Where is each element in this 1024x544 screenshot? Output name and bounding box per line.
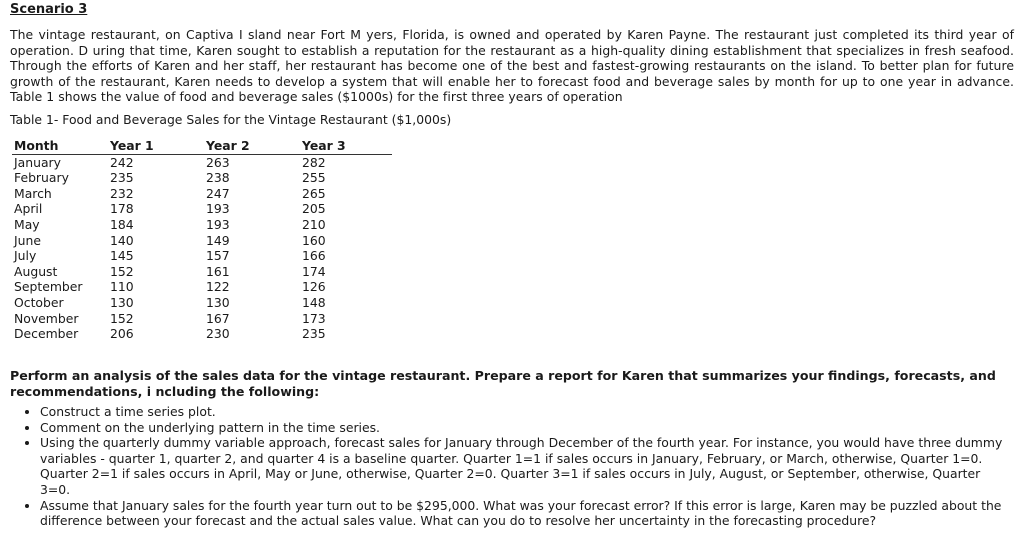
cell-year-1: 242 xyxy=(110,154,134,170)
cell-month: December xyxy=(14,326,79,342)
cell-month: August xyxy=(14,263,58,279)
cell-year-1: 130 xyxy=(110,294,134,310)
cell-year-3: 166 xyxy=(302,248,326,264)
cell-year-2: 230 xyxy=(206,326,230,342)
sales-table xyxy=(12,138,392,342)
cell-year-3: 173 xyxy=(302,310,326,326)
cell-year-3: 235 xyxy=(302,326,326,342)
cell-year-3: 174 xyxy=(302,263,326,279)
column-header-year-3: Year 3 xyxy=(300,138,392,154)
cell-year-2: 122 xyxy=(206,279,230,295)
cell-month: June xyxy=(14,232,41,248)
cell-year-2: 238 xyxy=(206,170,230,186)
cell-year-1: 152 xyxy=(110,263,134,279)
task-item: • Comment on the underlying pattern in the time series. xyxy=(40,420,1006,436)
cell-year-2: 167 xyxy=(206,310,230,326)
column-header-year-1: Year 1 xyxy=(108,138,204,154)
cell-year-2: 193 xyxy=(206,216,230,232)
cell-year-2: 263 xyxy=(206,154,230,170)
cell-month: January xyxy=(14,154,61,170)
cell-year-3: 126 xyxy=(302,279,326,295)
cell-year-1: 152 xyxy=(110,310,134,326)
task-item: • Construct a time series plot. xyxy=(40,404,1006,420)
cell-year-2: 161 xyxy=(206,263,230,279)
table-row xyxy=(12,264,392,280)
column-header-month: Month xyxy=(12,138,108,154)
cell-month: February xyxy=(14,170,69,186)
column-header-year-2: Year 2 xyxy=(204,138,300,154)
task-item: • Assume that January sales for the fourth year turn out to be $295,000. What was your forecast error? If this error is large, Karen may be puzzled about the difference between your forecast and the actual sales value. What can you do to resolve her uncertainty in the forecasting procedure? xyxy=(40,498,1006,529)
cell-month: May xyxy=(14,216,40,232)
cell-year-3: 160 xyxy=(302,232,326,248)
cell-year-2: 193 xyxy=(206,201,230,217)
table-row xyxy=(12,217,392,233)
cell-year-3: 265 xyxy=(302,185,326,201)
table-row xyxy=(12,248,392,264)
analysis-prompt: Perform an analysis of the sales data for the vintage restaurant. Prepare a report for Karen that summarizes your findings, forecasts, and recommendations, i ncluding the following: xyxy=(10,368,996,399)
intro-paragraph: The vintage restaurant, on Captiva I sland near Fort M yers, Florida, is owned and operated by Karen Payne. The restaurant just completed its third year of operation. D uring that time, Karen sought to establish a reputation for the restaurant as a high-quality dining establishment that specializes in fresh seafood. Through the efforts of Karen and her staff, her restaurant has become one of the best and fastest-growing restaurants on the island. To better plan for future growth of the restaurant, Karen needs to develop a system that will enable her to forecast food and beverage sales by month for up to one year in advance. Table 1 shows the value of food and beverage sales ($1000s) for the first three years of operation xyxy=(10,27,1014,105)
cell-year-1: 232 xyxy=(110,185,134,201)
cell-month: November xyxy=(14,310,79,326)
cell-year-1: 140 xyxy=(110,232,134,248)
cell-month: July xyxy=(14,248,37,264)
cell-month: April xyxy=(14,201,43,217)
cell-year-2: 130 xyxy=(206,294,230,310)
cell-year-1: 184 xyxy=(110,216,134,232)
table-row xyxy=(12,186,392,202)
table-row xyxy=(12,295,392,311)
table-caption: Table 1- Food and Beverage Sales for the Vintage Restaurant ($1,000s) xyxy=(10,112,452,127)
task-list xyxy=(10,404,1006,529)
cell-year-3: 148 xyxy=(302,294,326,310)
table-row xyxy=(12,233,392,249)
cell-year-1: 178 xyxy=(110,201,134,217)
cell-year-3: 205 xyxy=(302,201,326,217)
cell-month: September xyxy=(14,279,83,295)
table-row xyxy=(12,311,392,327)
table-row xyxy=(12,279,392,295)
cell-year-2: 157 xyxy=(206,248,230,264)
cell-year-1: 110 xyxy=(110,279,134,295)
cell-year-2: 247 xyxy=(206,185,230,201)
cell-year-3: 255 xyxy=(302,170,326,186)
cell-year-2: 149 xyxy=(206,232,230,248)
task-item: • Using the quarterly dummy variable approach, forecast sales for January through December of the fourth year. For instance, you would have three dummy variables - quarter 1, quarter 2, and quarter 4 is a baseline quarter. Quarter 1=1 if sales occurs in January, February, or March, otherwise, Quarter 1=0. Quarter 2=1 if sales occurs in April, May or June, otherwise, Quarter 2=0. Quarter 3=1 if sales occurs in July, August, or September, otherwise, Quarter 3=0. xyxy=(40,435,1006,497)
cell-year-1: 235 xyxy=(110,170,134,186)
cell-month: October xyxy=(14,294,64,310)
table-row xyxy=(12,201,392,217)
cell-year-1: 145 xyxy=(110,248,134,264)
table-row xyxy=(12,154,392,170)
table-body xyxy=(12,154,392,342)
table-row xyxy=(12,326,392,342)
cell-year-3: 282 xyxy=(302,154,326,170)
table-row xyxy=(12,170,392,186)
cell-year-1: 206 xyxy=(110,326,134,342)
table-header-row xyxy=(12,138,392,154)
cell-year-3: 210 xyxy=(302,216,326,232)
cell-month: March xyxy=(14,185,52,201)
scenario-title: Scenario 3 xyxy=(10,2,88,17)
